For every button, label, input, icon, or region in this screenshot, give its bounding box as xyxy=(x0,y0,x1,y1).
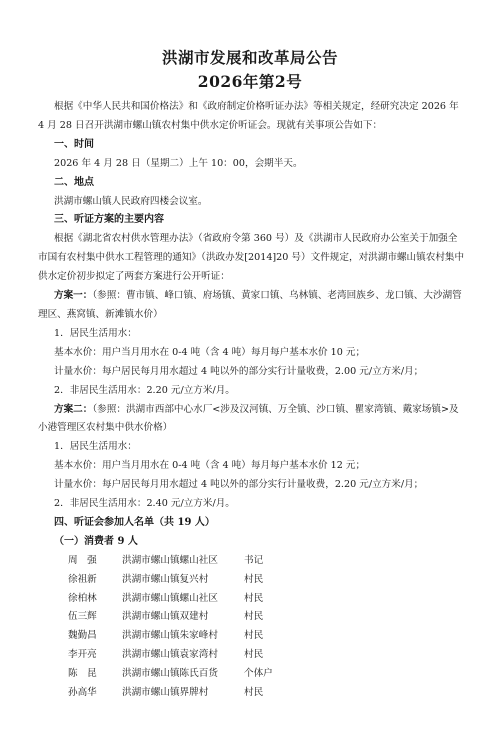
document-body xyxy=(38,98,466,703)
section-participants-heading: 四、听证会参加人名单（共 19 人） xyxy=(54,516,215,528)
consumer-row xyxy=(38,684,466,703)
consumer-name: 伍三辉 xyxy=(68,611,97,623)
section-place-text: 洪湖市螺山镇人民政府四楼会议室。 xyxy=(54,195,208,207)
consumer-role: 村民 xyxy=(244,687,264,699)
consumer-unit: 洪湖市螺山镇袁家湾村 xyxy=(122,649,218,661)
plan1-residential-heading: 1．居民生活用水： xyxy=(54,327,137,339)
section-place-heading: 二、地点 xyxy=(54,176,94,188)
consumer-name: 魏勤昌 xyxy=(68,630,97,642)
consumer-unit: 洪湖市螺山镇复兴村 xyxy=(122,573,209,585)
plan2-paragraph xyxy=(38,401,466,439)
plan2-label: 方案二： xyxy=(54,403,93,415)
consumer-list xyxy=(38,552,466,703)
plan1-metered-price: 计量水价：每户居民每月用水超过 4 吨以外的部分实行计量收费，2.00 元/立方米/月； xyxy=(54,365,424,377)
consumer-role: 村民 xyxy=(244,573,264,585)
consumer-name: 徐祖新 xyxy=(68,573,97,585)
consumer-unit: 洪湖市螺山镇界牌村 xyxy=(122,687,209,699)
section-plan-text: 根据《湖北省农村供水管理办法》（省政府令第 360 号）及《洪湖市人民政府办公室关于加强全市国有农村集中供水工程管理的通知》（洪政办发[2014]20 号）文件规定，对洪湖市螺山镇农村集中供水定价初步拟定了两套方案进行公开听证： xyxy=(38,233,465,283)
plan2-metered-price: 计量水价：每户居民每月用水超过 4 吨以外的部分实行计量收费，2.20 元/立方米/月； xyxy=(54,479,424,491)
consumer-unit: 洪湖市螺山镇双建村 xyxy=(122,611,209,623)
consumer-unit: 洪湖市螺山镇螺山社区 xyxy=(122,554,218,566)
consumer-unit: 洪湖市螺山镇朱家峰村 xyxy=(122,630,218,642)
plan1-label: 方案一： xyxy=(54,290,93,302)
consumer-role: 村民 xyxy=(244,649,264,661)
consumer-name: 陈 昆 xyxy=(68,668,97,680)
consumer-row xyxy=(38,590,466,609)
plan1-base-price: 基本水价：用户当月用水在 0-4 吨（含 4 吨）每月每户基本水价 10 元； xyxy=(54,346,366,358)
consumer-role: 村民 xyxy=(244,592,264,604)
consumer-row xyxy=(38,627,466,646)
plan2-text: （参照：洪湖市西部中心水厂<涉及汉河镇、万全镇、沙口镇、瞿家湾镇、戴家场镇>及小港管理区农村集中供水价格） xyxy=(38,403,459,434)
section-time-text: 2026 年 4 月 28 日（星期二）上午 10：00，会期半天。 xyxy=(54,157,303,169)
plan1-paragraph xyxy=(38,287,466,325)
intro-paragraph: 根据《中华人民共和国价格法》和《政府制定价格听证办法》等相关规定，经研究决定 2026 年 4 月 28 日召开洪湖市螺山镇农村集中供水定价听证会。现就有关事项公告如下： xyxy=(38,101,459,131)
consumer-name: 李开亮 xyxy=(68,649,97,661)
section-plan-heading: 三、听证方案的主要内容 xyxy=(54,214,164,226)
consumer-row xyxy=(38,571,466,590)
document-number: 2026年第2号 xyxy=(197,72,303,91)
consumer-group-heading: （一）消费者 9 人 xyxy=(54,535,138,547)
consumer-role: 书记 xyxy=(244,554,264,566)
section-time-heading: 一、时间 xyxy=(54,138,94,150)
consumer-row xyxy=(38,552,466,571)
consumer-role: 村民 xyxy=(244,611,264,623)
consumer-row xyxy=(38,665,466,684)
consumer-row xyxy=(38,646,466,665)
plan1-nonresidential: 2．非居民生活用水：2.20 元/立方米/月。 xyxy=(54,384,235,396)
plan2-residential-heading: 1．居民生活用水： xyxy=(54,441,137,453)
consumer-name: 孙高华 xyxy=(68,687,97,699)
consumer-role: 个体户 xyxy=(244,668,273,680)
consumer-name: 周 强 xyxy=(68,554,97,566)
plan2-base-price: 基本水价：用户当月用水在 0-4 吨（含 4 吨）每月每户基本水价 12 元； xyxy=(54,460,366,472)
consumer-unit: 洪湖市螺山镇陈氏百货 xyxy=(122,668,218,680)
consumer-name: 徐柏林 xyxy=(68,592,97,604)
consumer-unit: 洪湖市螺山镇螺山社区 xyxy=(122,592,218,604)
plan1-text: （参照：曹市镇、峰口镇、府场镇、黄家口镇、乌林镇、老湾回族乡、龙口镇、大沙湖管理区、燕窝镇、新滩镇水价） xyxy=(38,290,462,320)
consumer-role: 村民 xyxy=(244,630,264,642)
consumer-row xyxy=(38,608,466,627)
plan2-nonresidential: 2．非居民生活用水：2.40 元/立方米/月。 xyxy=(54,498,235,510)
document-title: 洪湖市发展和改革局公告 xyxy=(161,48,338,67)
